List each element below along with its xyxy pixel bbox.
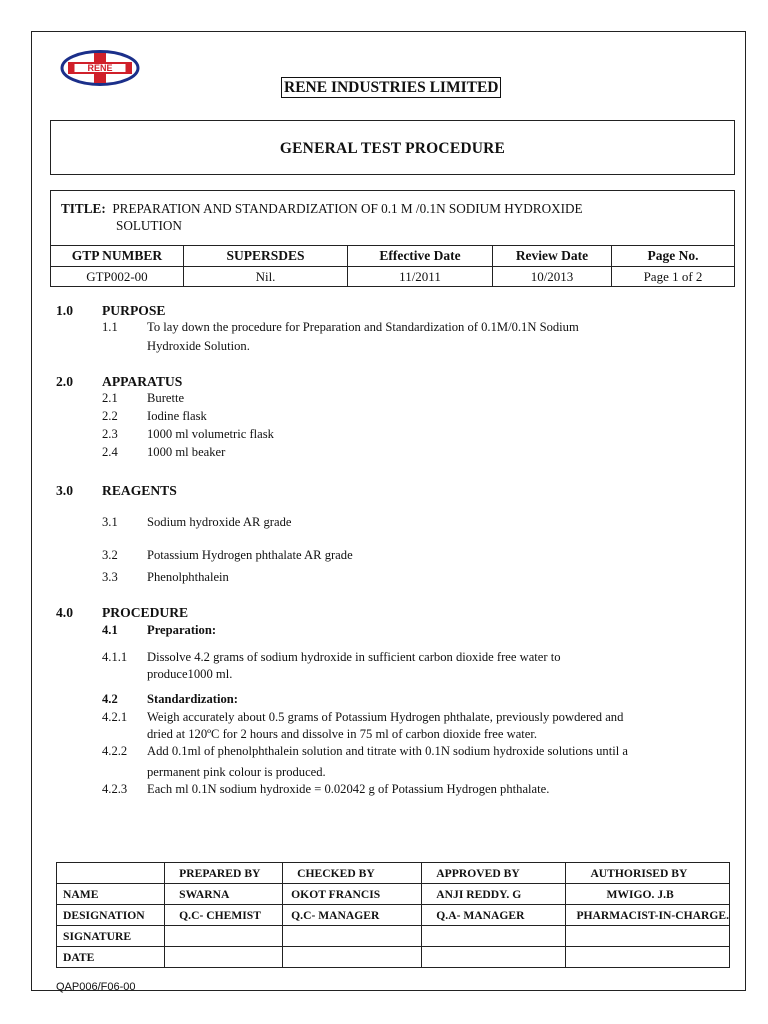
logo-text: RENE [87, 63, 113, 74]
item-number: 4.1.1 [102, 650, 128, 664]
signoff-table [56, 862, 730, 968]
company-logo [60, 50, 140, 86]
section-number: 1.0 [56, 303, 73, 318]
prepared-by-name: SWARNA [165, 884, 283, 905]
value-review-date: 10/2013 [493, 267, 612, 287]
signature-cell [165, 926, 283, 947]
title-label: TITLE: [61, 201, 106, 216]
signature-cell [566, 926, 730, 947]
value-supersedes: Nil. [184, 267, 348, 287]
title-line1: PREPARATION AND STANDARDIZATION OF 0.1 M /0.1N SODIUM HYDROXIDE [112, 201, 583, 216]
approved-by-name: ANJI REDDY. G [422, 884, 566, 905]
row-label-signature: SIGNATURE [57, 926, 165, 947]
authorised-by-designation: PHARMACIST-IN-CHARGE. [566, 905, 730, 926]
date-cell [566, 947, 730, 968]
apparatus-item: 1000 ml beaker [147, 445, 226, 459]
row-label-date: DATE [57, 947, 165, 968]
procedure-421-line2: dried at 120ºC for 2 hours and dissolve in 75 ml of carbon dioxide free water. [147, 727, 538, 741]
checked-by-designation: Q.C- MANAGER [283, 905, 422, 926]
header-supersedes: SUPERSDES [184, 246, 348, 267]
info-header-row [51, 246, 735, 267]
doc-type: GENERAL TEST PROCEDURE [279, 140, 506, 157]
info-table [50, 245, 735, 287]
apparatus-item: Burette [147, 391, 185, 405]
subsection-title-standardization: Standardization: [147, 692, 238, 706]
item-number: 2.3 [102, 427, 118, 441]
header-prepared-by: PREPARED BY [165, 863, 283, 884]
section-number: 2.0 [56, 374, 73, 389]
page-border [31, 31, 746, 991]
purpose-text-line2: Hydroxide Solution. [147, 339, 250, 353]
subsection-number: 4.1 [102, 623, 118, 637]
item-number: 3.3 [102, 570, 118, 584]
reagent-item: Potassium Hydrogen phthalate AR grade [147, 548, 353, 562]
checked-by-name: OKOT FRANCIS [283, 884, 422, 905]
procedure-423-line1: Each ml 0.1N sodium hydroxide = 0.02042 g of Potassium Hydrogen phthalate. [147, 782, 550, 796]
item-number: 4.2.3 [102, 782, 128, 796]
authorised-by-name: MWIGO. J.B [566, 884, 730, 905]
reagent-item: Phenolphthalein [147, 570, 229, 584]
section-title-reagents: REAGENTS [102, 483, 177, 498]
section-number: 4.0 [56, 605, 73, 620]
row-label-designation: DESIGNATION [57, 905, 165, 926]
date-cell [422, 947, 566, 968]
signoff-designation-row [57, 905, 730, 926]
procedure-411-line2: produce1000 ml. [147, 667, 233, 681]
item-number: 4.2.2 [102, 744, 128, 758]
subsection-number: 4.2 [102, 692, 118, 706]
procedure-422-line2: permanent pink colour is produced. [147, 765, 326, 779]
header-authorised-by: AUTHORISED BY [566, 863, 730, 884]
purpose-text-line1: To lay down the procedure for Preparation and Standardization of 0.1M/0.1N Sodium [147, 320, 579, 334]
header-review-date: Review Date [493, 246, 612, 267]
section-title-procedure: PROCEDURE [102, 605, 189, 620]
item-number: 2.4 [102, 445, 118, 459]
procedure-421-line1: Weigh accurately about 0.5 grams of Potassium Hydrogen phthalate, previously powdered and [147, 710, 624, 724]
item-number: 3.1 [102, 515, 118, 529]
value-effective-date: 11/2011 [348, 267, 493, 287]
header-effective-date: Effective Date [348, 246, 493, 267]
item-number: 4.2.1 [102, 710, 128, 724]
approved-by-designation: Q.A- MANAGER [422, 905, 566, 926]
section-title-purpose: PURPOSE [102, 303, 166, 318]
footer-form-code: QAP006/F06-00 [56, 981, 136, 993]
signoff-signature-row [57, 926, 730, 947]
section-title-apparatus: APPARATUS [102, 374, 183, 389]
info-value-row [51, 267, 735, 287]
doc-type-box [50, 120, 735, 175]
signoff-date-row [57, 947, 730, 968]
signature-cell [283, 926, 422, 947]
value-gtp-number: GTP002-00 [51, 267, 184, 287]
procedure-422-line1: Add 0.1ml of phenolphthalein solution and titrate with 0.1N sodium hydroxide solutions until a [147, 744, 628, 758]
item-number: 2.1 [102, 391, 118, 405]
row-label-name: NAME [57, 884, 165, 905]
apparatus-item: 1000 ml volumetric flask [147, 427, 274, 441]
subsection-title-preparation: Preparation: [147, 623, 217, 637]
header-gtp-number: GTP NUMBER [51, 246, 184, 267]
procedure-411-line1: Dissolve 4.2 grams of sodium hydroxide in sufficient carbon dioxide free water to [147, 650, 561, 664]
signature-cell [422, 926, 566, 947]
item-number: 1.1 [102, 320, 118, 334]
title-block [61, 200, 583, 234]
signoff-header-row [57, 863, 730, 884]
header-checked-by: CHECKED BY [283, 863, 422, 884]
prepared-by-designation: Q.C- CHEMIST [165, 905, 283, 926]
header-page-no: Page No. [612, 246, 735, 267]
apparatus-item: Iodine flask [147, 409, 207, 423]
item-number: 3.2 [102, 548, 118, 562]
title-line2: SOLUTION [116, 218, 182, 233]
signoff-corner-cell [57, 863, 165, 884]
signoff-name-row [57, 884, 730, 905]
section-number: 3.0 [56, 483, 73, 498]
header-approved-by: APPROVED BY [422, 863, 566, 884]
reagent-item: Sodium hydroxide AR grade [147, 515, 292, 529]
company-name: RENE INDUSTRIES LIMITED [281, 77, 501, 98]
date-cell [165, 947, 283, 968]
item-number: 2.2 [102, 409, 118, 423]
value-page-no: Page 1 of 2 [612, 267, 735, 287]
date-cell [283, 947, 422, 968]
